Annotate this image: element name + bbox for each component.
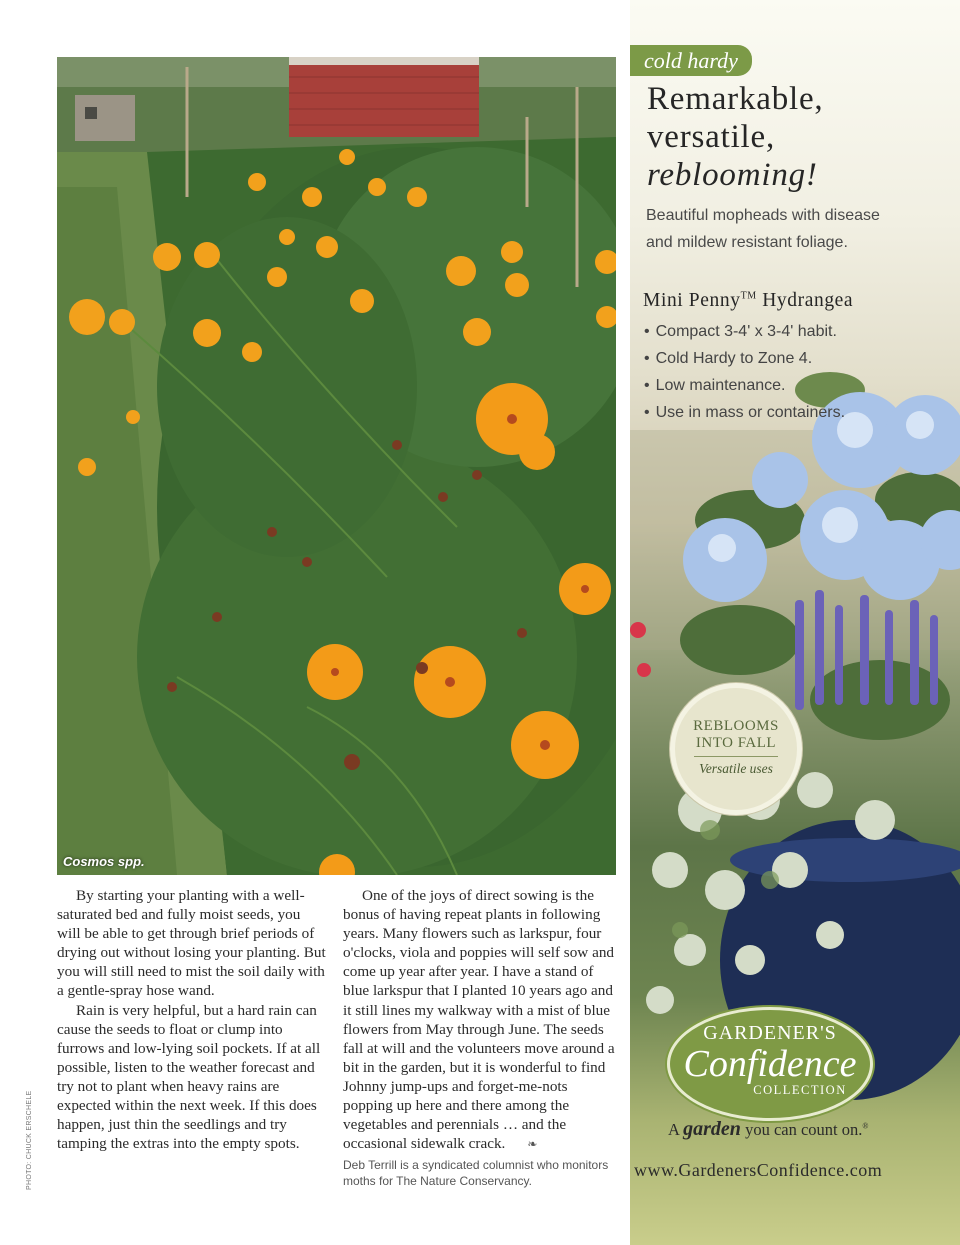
feature-item: • Use in mass or containers.: [644, 399, 845, 426]
badge-line-2: INTO FALL: [695, 735, 777, 751]
reblooms-badge: [670, 683, 802, 815]
feature-list: [644, 318, 845, 426]
photo-credit-text: PHOTO: CHUCK ERSCHELE: [26, 1090, 33, 1190]
author-byline: Deb Terrill is a syndicated columnist who monitors moths for The Nature Conservancy.: [343, 1158, 609, 1188]
article-column-1: [57, 886, 327, 1153]
ad-headline: [647, 80, 947, 194]
cosmos-photo-art: [57, 57, 616, 875]
badge-divider: [694, 756, 778, 757]
badge-line-3: Versatile uses: [699, 761, 773, 776]
slogan-pre: A: [668, 1120, 680, 1139]
product-name-text: Mini Penny: [643, 290, 741, 311]
badge-line-1: REBLOOMS: [693, 718, 779, 734]
article-paragraph: By starting your planting with a well-saturated bed and fully moist seeds, you will be able to get through brief periods of drying out without losing your planting. But you will still need to mist the soil daily with a gentle-spray hose wand.: [57, 887, 326, 1000]
article-paragraph-text: One of the joys of direct sowing is the bonus of having repeat plants in following years. Many flowers such as larkspur, four o'clocks, viola and poppies will self sow and come up year after year. I have a stand of blue larkspur that I planted 10 years ago and it still lines my walkway with a mist of blue flowers from May through June. The seeds fall at will and the volunteers move around a bit in the garden, but it is wonderful to find Johnny jump-ups and forget-me-nots popping up here and there among the vegetables and perennials … and the occasional sidewalk crack.: [343, 887, 615, 1153]
article-column-2: [343, 886, 616, 1189]
registered-mark: ®: [862, 1121, 869, 1131]
end-mark-icon: ❧: [527, 1137, 538, 1152]
photo-credit: [26, 1090, 38, 1190]
ad-website-link[interactable]: www.GardenersConfidence.com: [634, 1160, 883, 1180]
trademark-mark: TM: [740, 290, 757, 302]
headline-line: reblooming!: [647, 157, 818, 193]
headline-line: Remarkable,: [647, 81, 824, 117]
cosmos-photo: [57, 57, 616, 875]
logo-line-2: Confidence: [683, 1043, 857, 1085]
ad-slogan: [668, 1118, 868, 1141]
slogan-post: you can count on.: [745, 1120, 863, 1139]
feature-item: • Compact 3-4' x 3-4' habit.: [644, 318, 845, 345]
ad-subhead: Beautiful mopheads with disease and mildew resistant foliage.: [646, 207, 880, 251]
product-name: [643, 290, 853, 312]
feature-item: • Cold Hardy to Zone 4.: [644, 345, 845, 372]
article-paragraph: [343, 886, 616, 1154]
cold-hardy-tag: cold hardy: [630, 45, 752, 76]
headline-line: versatile,: [647, 119, 776, 155]
article-paragraph: Rain is very helpful, but a hard rain can cause the seeds to float or clump into furrows and low-lying soil pockets. If at all possible, listen to the weather forecast and try not to plant when heavy rains are expected within the next week. If this does happen, just thin the seedlings and try tamping the extras into the empty spots.: [57, 1001, 321, 1153]
logo-line-1: GARDENER'S: [703, 1022, 837, 1044]
slogan-script: garden: [683, 1118, 741, 1140]
photo-caption: Cosmos spp.: [63, 854, 145, 869]
product-suffix: Hydrangea: [762, 290, 854, 311]
feature-item: • Low maintenance.: [644, 372, 845, 399]
hydrangea-ad[interactable]: [630, 0, 960, 1245]
logo-line-3: COLLECTION: [753, 1083, 847, 1097]
gardeners-confidence-logo[interactable]: [667, 1007, 873, 1121]
